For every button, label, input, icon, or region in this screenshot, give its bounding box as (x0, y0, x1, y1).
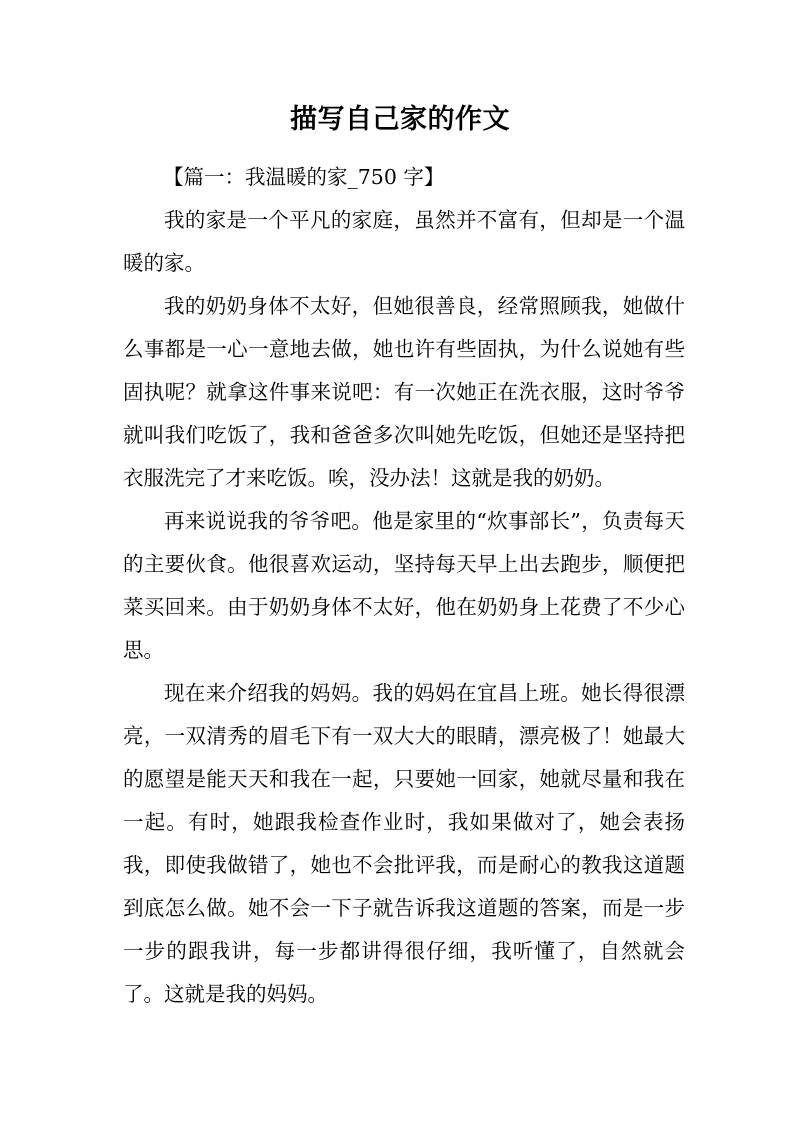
section-heading: 【篇一：我温暖的家_750 字】 (163, 165, 445, 189)
paragraph-mother: 现在来介绍我的妈妈。我的妈妈在宜昌上班。她长得很漂亮，一双清秀的眉毛下有一双大大的眼睛，漂亮极了！她最大的愿望是能天天和我在一起，只要她一回家，她就尽量和我在一起。有时，她跟我检查作业时，我如果做对了，她会表扬我，即使我做错了，她也不会批评我，而是耐心的教我这道题到底怎么做。她不会一下子就告诉我这道题的答案，而是一步一步的跟我讲，每一步都讲得很仔细，我听懂了，自然就会了。这就是我的妈妈。 (123, 681, 685, 1006)
paragraph-intro: 我的家是一个平凡的家庭，虽然并不富有，但却是一个温暖的家。 (123, 208, 685, 275)
paragraph-grandfather: 再来说说我的爷爷吧。他是家里的“炊事部长”，负责每天的主要伙食。他很喜欢运动，坚持每天早上出去跑步，顺便把菜买回来。由于奶奶身体不太好，他在奶奶身上花费了不少心思。 (123, 509, 685, 662)
document-title: 描写自己家的作文 (290, 104, 510, 135)
document-body (123, 156, 685, 1016)
paragraph-grandmother: 我的奶奶身体不太好，但她很善良，经常照顾我，她做什么事都是一心一意地去做，她也许有些固执，为什么说她有些固执呢？就拿这件事来说吧：有一次她正在洗衣服，这时爷爷就叫我们吃饭了，我和爸爸多次叫她先吃饭，但她还是坚持把衣服洗完了才来吃饭。唉，没办法！这就是我的奶奶。 (123, 294, 685, 490)
